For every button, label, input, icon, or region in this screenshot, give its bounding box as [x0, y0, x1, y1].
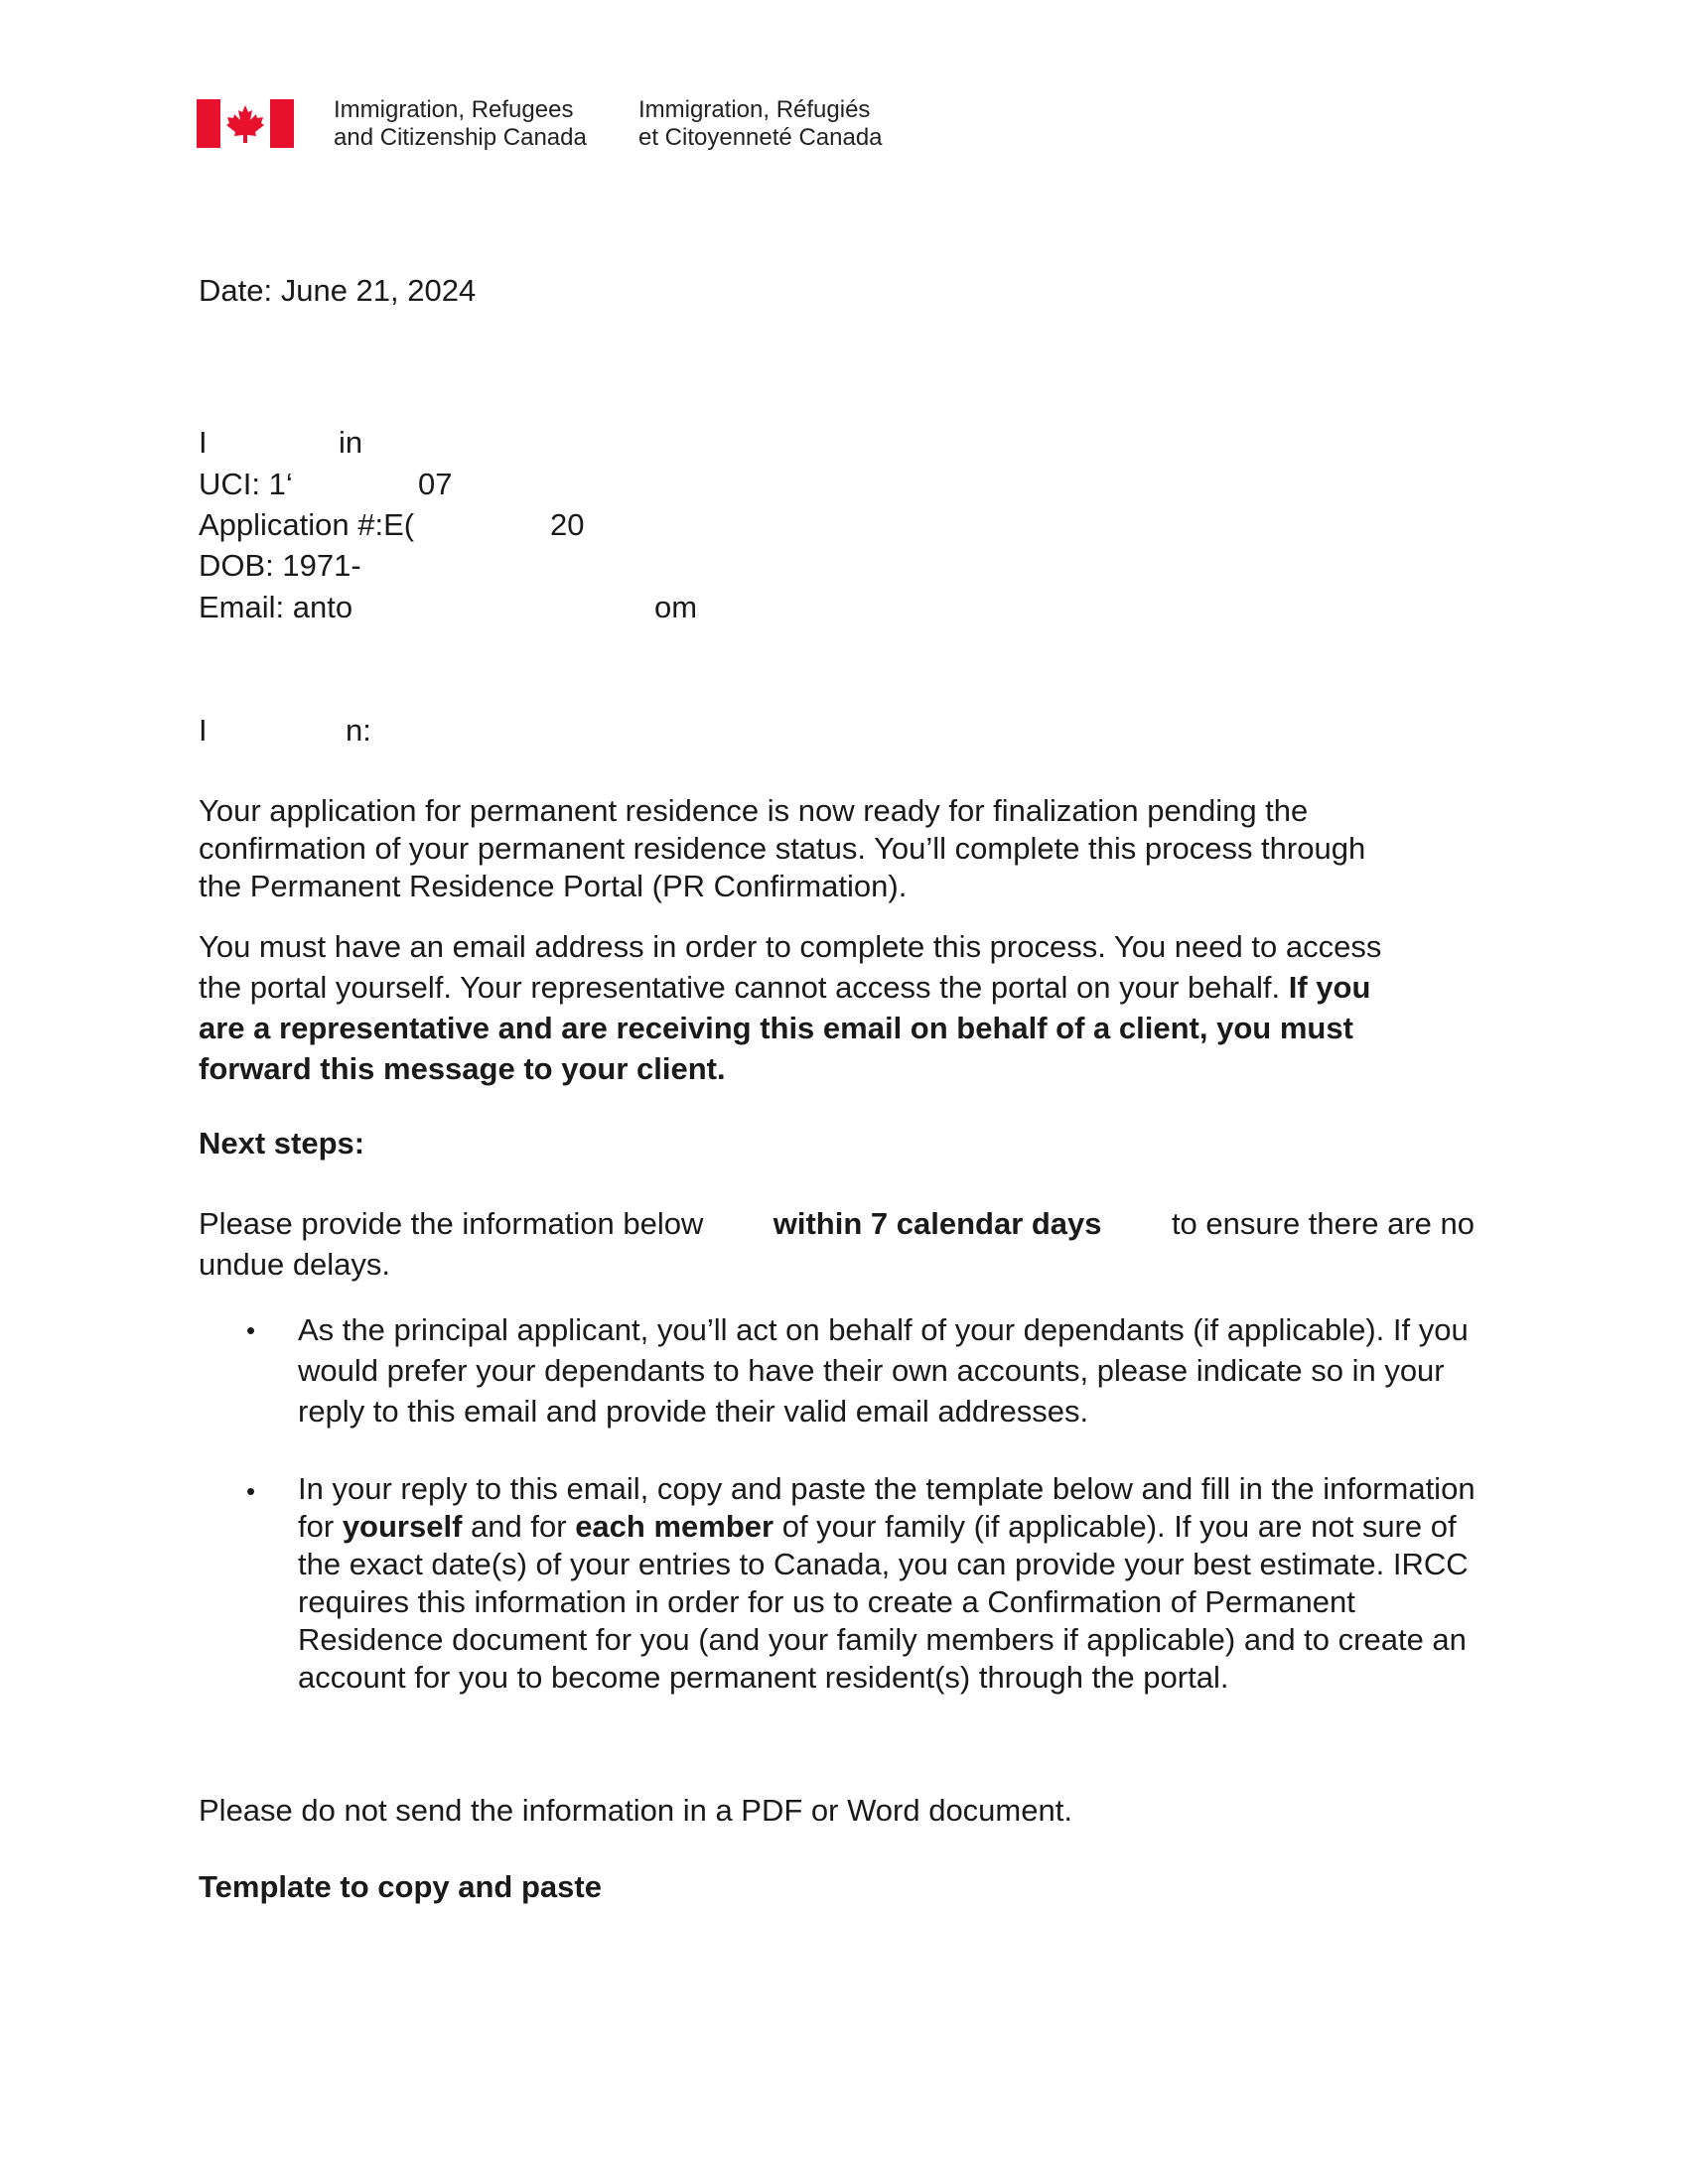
- next-steps-heading: Next steps:: [199, 1126, 365, 1160]
- department-name-english-line1: Immigration, Refugees: [334, 96, 574, 123]
- no-pdf-note: Please do not send the information in a PDF or Word document.: [199, 1793, 1072, 1828]
- salutation-end: n:: [346, 713, 371, 748]
- department-name-english-line2: and Citizenship Canada: [334, 124, 587, 151]
- bullet2-line2-c: and for: [471, 1509, 567, 1544]
- provide-deadline: within 7 calendar days: [773, 1206, 1102, 1241]
- provide-paragraph: [199, 1203, 1489, 1285]
- applicant-name-end: in: [339, 425, 363, 460]
- email-requirement-paragraph: [199, 926, 1489, 1089]
- bullet2-line6: members if applicable) and to create an account for you to become permanent: [298, 1622, 1467, 1695]
- bullet2-line3: you are not sure of the exact date(s) of your entries to Canada, you can provide: [298, 1509, 1457, 1581]
- bullet-dependants: [298, 1309, 1489, 1432]
- application-number-end: 20: [550, 507, 585, 542]
- bullet2-line2-a: information for: [298, 1471, 1476, 1544]
- uci-end: 07: [418, 467, 453, 501]
- email-req-line2-text: the portal yourself. Your representative cannot access the portal on your behalf.: [199, 970, 1281, 1005]
- bullet1-line2: If you would prefer your dependants to have their own accounts, please indicate: [298, 1312, 1469, 1388]
- email-label: Email: anto: [199, 590, 353, 624]
- email-req-line4: forward this message to your client.: [199, 1051, 726, 1086]
- template-heading: Template to copy and paste: [199, 1869, 602, 1904]
- bullet-marker-1: •: [246, 1315, 256, 1345]
- provide-line1-part2: to ensure there are no: [1171, 1206, 1475, 1241]
- provide-line1-part1: Please provide the information below: [199, 1206, 704, 1241]
- canada-flag-icon: [197, 99, 294, 148]
- email-req-line2: [199, 967, 1489, 1008]
- dob-value: DOB: 1971-: [199, 548, 361, 583]
- intro-paragraph: [199, 792, 1489, 905]
- bullet2-line5: Confirmation of Permanent Residence document for you (and your family: [298, 1584, 1355, 1657]
- application-number-label: Application #:E(: [199, 507, 415, 542]
- bullet1-line1: As the principal applicant, you’ll act on behalf of your dependants (if applicable).: [298, 1312, 1385, 1347]
- bullet2-line4: your best estimate. IRCC requires this information in order for us to create a: [298, 1547, 1469, 1619]
- intro-line2: confirmation of your permanent residence status. You’ll complete this process through: [199, 831, 1366, 866]
- bullet-marker-2: •: [246, 1476, 256, 1506]
- bullet2-line7: resident(s) through the portal.: [824, 1660, 1229, 1695]
- provide-line2: undue delays.: [199, 1247, 391, 1282]
- bullet2-line1: In your reply to this email, copy and paste the template below and fill in the: [298, 1471, 1315, 1506]
- applicant-name-start: I: [199, 425, 208, 460]
- bullet2-yourself: yourself: [342, 1509, 463, 1544]
- intro-line3: the Permanent Residence Portal (PR Confirmation).: [199, 869, 908, 903]
- department-name-french: [638, 96, 883, 152]
- bullet1-line3: so in your reply to this email and provide their valid email addresses.: [298, 1353, 1445, 1429]
- department-name-english: [334, 96, 587, 152]
- email-req-line3: are a representative and are receiving this email on behalf of a client, you must: [199, 1011, 1353, 1045]
- email-req-line2-bold: If you: [1288, 970, 1371, 1005]
- provide-line1: [199, 1203, 1475, 1244]
- bullet2-each-member: each member: [575, 1509, 774, 1544]
- letter-date: Date: June 21, 2024: [199, 273, 477, 308]
- bullet2-line2-e: of your family (if applicable). If: [781, 1509, 1192, 1544]
- intro-line1: Your application for permanent residence is now ready for finalization pending the: [199, 793, 1309, 828]
- uci-label: UCI: 1‘: [199, 467, 293, 501]
- salutation-start: I: [199, 713, 208, 748]
- email-req-line1: You must have an email address in order to complete this process. You need to access: [199, 929, 1382, 964]
- department-name-french-line1: Immigration, Réfugiés: [638, 96, 871, 123]
- bullet-template-instructions: [298, 1470, 1489, 1697]
- email-end: om: [654, 590, 698, 624]
- department-name-french-line2: et Citoyenneté Canada: [638, 124, 883, 151]
